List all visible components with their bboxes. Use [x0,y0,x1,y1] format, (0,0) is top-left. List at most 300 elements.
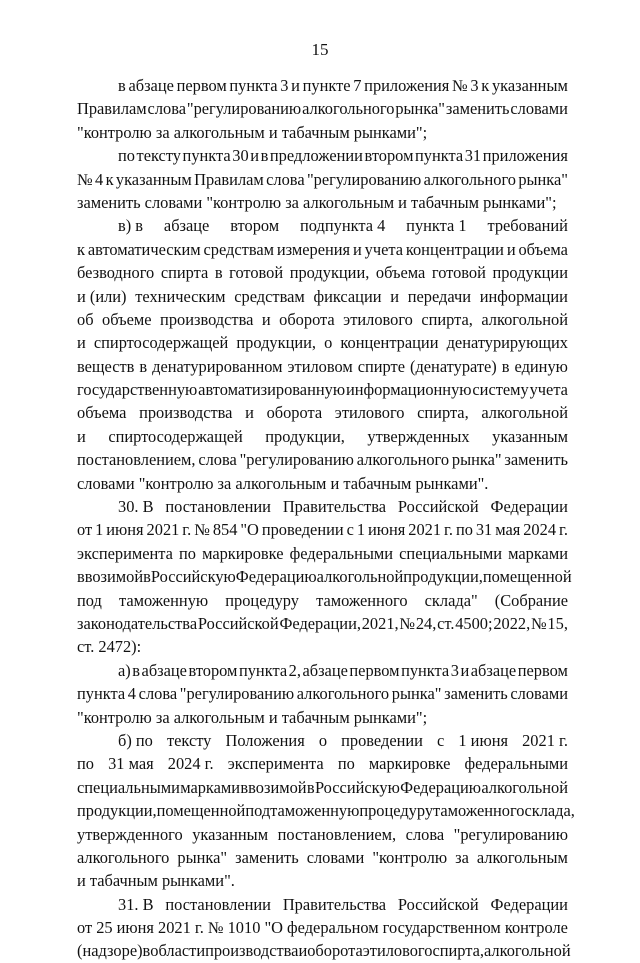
text-word: "регулированию [453,824,568,844]
text-word: этилового [334,403,405,423]
text-word: Правилам [77,99,147,119]
text-word: № [399,613,416,633]
text-word: слова [405,824,445,844]
text-line [77,939,571,962]
text-word: 1 [356,520,366,540]
text-word: и [298,941,308,961]
text-line [77,729,568,752]
text-word: помещенной [156,801,246,821]
text-word: абзаце [163,216,210,236]
text-word: (Собрание [494,590,568,610]
text-word: 31 мая [108,754,154,774]
text-word: № [77,169,93,189]
text-word: передачи [407,286,472,306]
text-word: а) [118,660,131,680]
text-word: первом [176,76,227,95]
text-word: 7 [353,76,362,95]
text-word: и [291,76,300,95]
text-word: склада" [424,590,478,610]
text-word: государственную [77,380,198,400]
text-word: по [118,146,135,166]
text-word: безводного [77,263,155,283]
text-word: в [214,263,223,283]
text-word: Федерации [490,497,568,517]
text-word: 25 [96,918,113,938]
text-word: 2, [288,660,301,680]
text-word: заменить [444,684,508,704]
text-word: Правилам [194,169,264,189]
text-word: по [455,520,473,540]
text-word: пункта [182,146,231,166]
text-word: оборота [279,309,335,329]
text-word: спирта, [417,403,469,423]
text-word: пункте [302,76,351,95]
text-word: абзаце [302,660,348,680]
text-word: автоматическим [87,239,201,259]
text-word: веществ [77,356,135,376]
text-word: и [390,286,400,306]
page-number: 15 [311,40,329,59]
text-word: алкогольного [77,847,170,867]
text-word: постановлении [165,894,271,914]
text-word: словами "контролю за алкогольным и табачным рынками". [77,473,489,493]
text-word: словами [510,99,568,119]
text-word: Российской [397,497,479,517]
text-word: проведении [261,520,344,540]
text-word: абзаце [128,76,174,95]
text-word: в) в [118,216,144,236]
text-word: производства [160,309,254,329]
text-word: Положения [225,730,305,750]
text-word: б) по [118,730,153,750]
text-word: маркировке [202,543,284,563]
text-word: готовой [431,263,486,283]
text-word: 4 [95,169,104,189]
text-word: "регулированию [239,450,354,470]
text-word: помещенной [482,567,572,587]
text-word: 3 [450,660,459,680]
text-word: алкогольного [356,450,450,470]
text-word: 3 [280,76,289,95]
text-word: федеральном [287,918,379,938]
text-word: объема [518,239,568,259]
text-word: 4 [127,684,136,704]
text-line [77,823,568,846]
text-word: № [194,520,210,540]
text-line [77,518,568,541]
text-word: продукции, [236,333,317,353]
text-line [77,706,568,729]
text-word: подпункта 4 [300,216,386,236]
text-word: систему [472,380,529,400]
text-word: и (или) [77,286,127,306]
text-word: и [506,239,516,259]
text-word: указанным [192,824,269,844]
text-word: предложении [269,146,363,166]
text-word: производства [139,403,233,423]
text-word: с [437,730,445,750]
text-line [77,659,568,682]
text-word: спиртосодержащей [93,333,229,353]
text-word: законодательства [77,613,198,633]
text-word: государственном [382,918,501,938]
text-word: производства [205,941,299,961]
text-word: фиксации [313,286,382,306]
text-word: тексту [136,146,181,166]
text-word: о [318,730,328,750]
text-word: 2024 г. [167,754,214,774]
text-line [77,565,572,588]
text-word: об [77,309,94,329]
text-word: (денатурате) [409,356,497,376]
text-word: таможенного [433,801,525,821]
text-word: "О [264,918,283,938]
text-word: абзаце [141,660,187,680]
text-word: заменить словами "контролю за алкогольным и табачным рынками"; [77,192,557,212]
text-word: алкогольной [481,309,568,329]
text-word: рынка" [518,169,568,189]
text-word: словами [306,847,365,867]
text-word: готовой [229,263,284,283]
text-word: пункта [401,660,450,680]
text-word: объеме [102,309,152,329]
text-word: федеральными [464,754,568,774]
text-line [77,331,568,354]
text-word: процедуру [225,590,299,610]
text-word: продукции [492,263,568,283]
text-word: области [150,941,206,961]
text-word: федеральными [289,543,394,563]
text-word: спирта, [432,941,484,961]
text-word: заменить [235,847,299,867]
text-word: продукции, [265,426,345,446]
text-word: в [143,567,151,587]
text-word: словами [510,684,568,704]
text-word: спиртосодержащей [108,426,243,446]
text-word: по [337,754,355,774]
text-word: постановлении [165,497,271,517]
text-word: 2021 г. [522,730,568,750]
text-word: июня [367,520,406,540]
text-word: Российскую [314,777,400,797]
text-word: втором [230,216,280,236]
text-word: и [245,403,254,423]
text-word: утвержденных [367,426,470,446]
text-word: этиловом [287,356,353,376]
text-word: алкогольной [481,403,568,423]
text-line [77,916,568,939]
text-line [77,846,568,869]
text-word: "контролю [372,847,448,867]
text-word: оборота [307,941,363,961]
text-line [77,612,568,635]
text-word: единую [514,356,568,376]
text-word: таможенную [270,801,360,821]
text-line [77,308,568,331]
text-word: в [132,660,141,680]
text-word: и табачным рынками". [77,871,235,891]
text-word: продукции, [289,263,370,283]
text-line [77,682,568,705]
text-word: Российской [197,613,279,633]
text-word: средствам [203,239,274,259]
text-word: контроле [504,918,568,938]
text-word: приложения [364,76,450,95]
text-word: "контролю за алкогольным и табачным рынками"; [77,707,428,727]
text-word: специальными [399,543,503,563]
text-word: от [77,918,93,938]
text-word: к [105,169,114,189]
text-line [77,401,568,424]
text-word: и [261,309,271,329]
text-line [77,238,568,261]
text-word: алкогольной [316,567,404,587]
text-word: от [77,520,93,540]
text-line [77,74,568,97]
text-word: указанным [492,426,568,446]
text-word: оборота [266,403,323,423]
text-word: заменить [445,99,510,119]
text-word: 1 июня [458,730,509,750]
text-word: алкогольной [484,941,571,961]
text-word: в [142,941,151,961]
text-word: марками [180,777,241,797]
text-word: в [501,356,510,376]
text-word: пункта [238,660,288,680]
text-word: эксперимента [227,754,324,774]
text-word: 2021 [408,520,442,540]
text-word: втором [188,660,238,680]
text-word: слова [266,169,305,189]
text-word: спирта [160,263,209,283]
text-word: "регулированию [186,99,302,119]
text-word: 2021 [158,918,191,938]
text-word: № [452,76,468,95]
text-word: автоматизированную [198,380,346,400]
text-word: и [352,239,362,259]
text-word: 24, [415,613,437,633]
text-word: к [77,239,85,259]
text-word: 4500; [455,613,493,633]
text-word: Федерацию [400,777,482,797]
text-word: Правительства [282,497,386,517]
text-line [77,121,568,144]
text-word: в [139,356,148,376]
text-word: постановлением, [77,450,196,470]
text-word: продукции, [403,567,483,587]
text-word: измерения [276,239,351,259]
text-line [77,425,568,448]
text-word: техническим [135,286,226,306]
text-word: алкогольного [423,169,516,189]
text-word: учета [529,380,568,400]
text-word: алкогольного [296,684,390,704]
text-word: пункта [77,684,126,704]
text-word: 15, [547,613,568,633]
text-word: ввозимой [77,567,144,587]
text-word: и [77,426,86,446]
text-word: 3 [470,76,479,95]
document-body [77,74,575,963]
text-word: постановлением, [277,824,397,844]
text-word: 31. В [118,894,154,914]
text-word: рынка" [395,99,445,119]
text-line [77,355,568,378]
text-word: слова [138,684,178,704]
text-word: 854 [212,520,238,540]
text-word: информационную [345,380,472,400]
text-word: под [77,590,102,610]
text-word: учета [364,239,403,259]
text-word: заменить [504,450,568,470]
text-word: и [460,660,470,680]
text-word: средствам [234,286,305,306]
text-word: мая [495,520,521,540]
text-word: "регулированию [179,684,295,704]
text-word: 31 [475,520,493,540]
text-word: этилового [343,309,413,329]
text-word: алкогольного [302,99,395,119]
text-word: июня [106,520,144,540]
text-line [77,495,568,518]
text-word: абзаце [470,660,517,680]
text-word: 2021 [146,520,180,540]
text-line [77,472,568,495]
text-word: о [324,333,333,353]
text-word: рынка" [177,847,228,867]
text-word: втором [364,146,414,166]
text-word: объема [375,263,426,283]
text-word: г. [194,918,204,938]
text-word: "контролю за алкогольным и табачным рынками"; [77,122,428,142]
text-word: Федерацию [235,567,317,587]
text-word: в [306,777,315,797]
text-line [77,144,568,167]
text-line [77,776,568,799]
text-word: с [346,520,354,540]
text-word: 2021, [361,613,399,633]
text-word: к [481,76,490,95]
text-word: информации [479,286,568,306]
text-word: рынка" [451,450,502,470]
text-word: указанным [491,76,568,95]
text-line [77,168,568,191]
text-word: пункта [415,146,464,166]
text-word: маркировке [368,754,451,774]
text-word: Российскую [150,567,236,587]
text-word: тексту [166,730,212,750]
text-word: 31 [464,146,482,166]
text-line [77,893,568,916]
text-word: спирта, [421,309,473,329]
text-word: таможенную [118,590,209,610]
text-line [77,285,568,308]
text-line [77,589,568,612]
text-word: по [77,754,94,774]
text-word: концентрации [340,333,439,353]
text-line [77,378,568,401]
text-word: 30. В [118,497,154,517]
text-word: Российской [397,894,479,914]
text-line [77,635,568,658]
text-word: первом [517,660,568,680]
text-word: (надзоре) [77,941,143,961]
text-word: пункта [229,76,278,95]
text-line [77,542,568,565]
text-line [77,448,568,471]
text-word: слова [147,99,186,119]
text-line [77,799,575,822]
text-word: процедуру [359,801,434,821]
text-word: концентрации [405,239,504,259]
text-word: 30 [232,146,249,166]
text-line [77,214,568,237]
text-line [77,869,568,892]
text-word: Федерации [490,894,568,914]
text-word: Правительства [282,894,386,914]
text-word: эксперимента [77,543,173,563]
text-word: приложения [482,146,568,166]
text-word: за [455,847,469,867]
text-line [77,261,568,284]
text-word: ввозимой [240,777,307,797]
text-word: № 1010 [207,918,261,938]
text-word: указанным [115,169,192,189]
text-word: 1 [95,520,104,540]
text-word: Федерации, [279,613,361,633]
text-word: г. [182,520,192,540]
text-word: пункта 1 [406,216,467,236]
text-word: июня [116,918,154,938]
text-word: по [179,543,196,563]
text-word: марками [508,543,568,563]
text-word: г. [444,520,453,540]
text-word: алкогольным [476,847,568,867]
text-line [77,97,568,120]
text-word: утвержденного [77,824,183,844]
text-word: 2024 [523,520,557,540]
text-word: под [245,801,271,821]
text-word: денатурирующих [446,333,568,353]
text-word: первом [349,660,400,680]
text-word: № [531,613,547,633]
text-word: требований [487,216,568,236]
text-word: и [77,333,86,353]
text-word: продукции, [77,801,157,821]
text-word: специальными [77,777,180,797]
text-word: ст. 2472): [77,637,142,657]
text-word: в [260,146,269,166]
text-word: рынка" [391,684,442,704]
text-line [77,191,568,214]
text-word: объема [77,403,127,423]
text-word: таможенного [316,590,408,610]
text-word: ст. [437,613,455,633]
text-line [77,752,568,775]
text-word: склада, [524,801,575,821]
text-word: спирте [357,356,405,376]
text-word: г. [558,520,568,540]
text-word: "регулированию [306,169,422,189]
text-word: этилового [362,941,433,961]
text-word: денатурированном [152,356,283,376]
text-word: "О [240,520,259,540]
text-word: проведении [341,730,423,750]
text-word: слова [198,450,237,470]
text-word: 2022, [493,613,531,633]
text-word: алкогольной [481,777,568,797]
text-word: в [118,76,126,95]
